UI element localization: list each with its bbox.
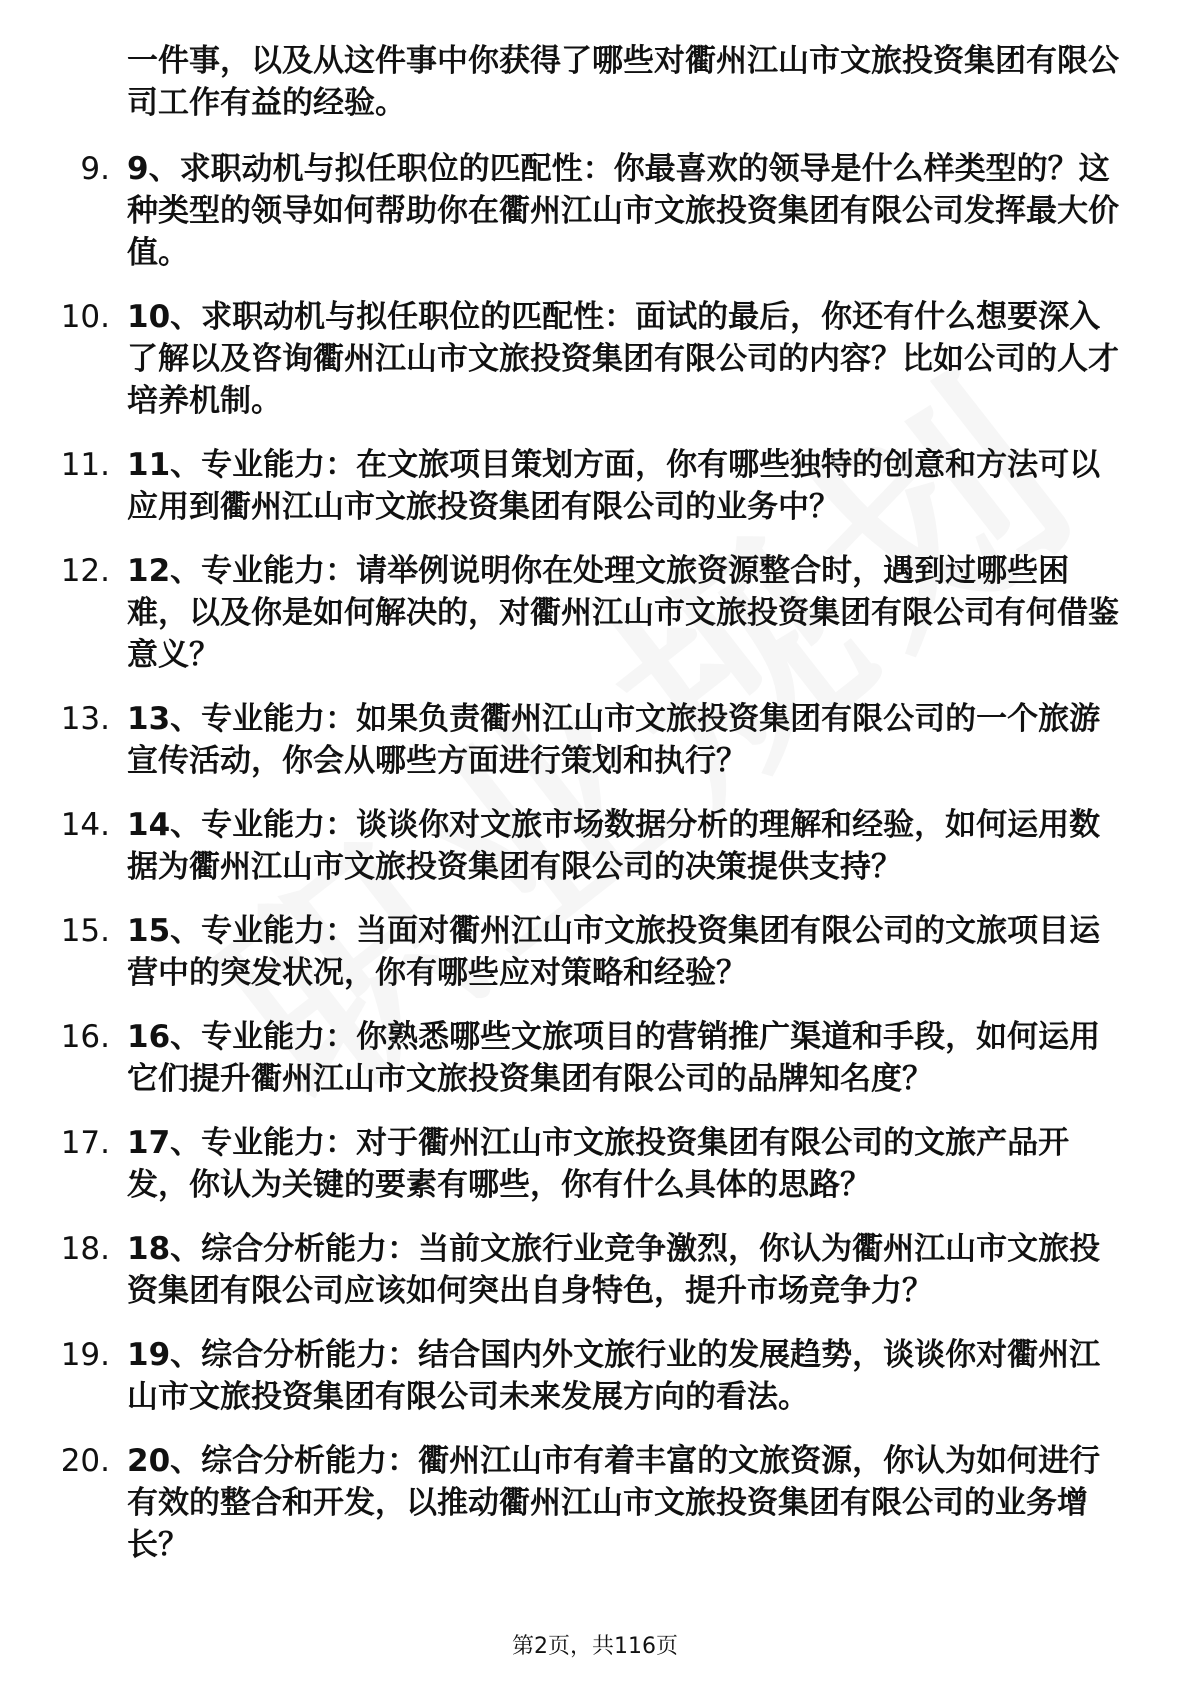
question-number: 10. — [60, 299, 110, 335]
question-item — [0, 296, 1190, 422]
question-item — [0, 1228, 1190, 1312]
question-item — [0, 1122, 1190, 1206]
question-text: 15、专业能力：当面对衢州江山市文旅投资集团有限公司的文旅项目运营中的突发状况，你有哪些应对策略和经验？ — [127, 913, 1101, 991]
continuation-paragraph: 一件事，以及从这件事中你获得了哪些对衢州江山市文旅投资集团有限公司工作有益的经验。 — [127, 43, 1119, 121]
question-item — [0, 804, 1190, 888]
question-text: 20、综合分析能力：衢州江山市有着丰富的文旅资源，你认为如何进行有效的整合和开发，以推动衢州江山市文旅投资集团有限公司的业务增长？ — [127, 1443, 1101, 1563]
question-number: 18. — [60, 1231, 110, 1267]
question-number: 11. — [60, 447, 110, 483]
question-text: 18、综合分析能力：当前文旅行业竞争激烈，你认为衢州江山市文旅投资集团有限公司应该如何突出自身特色，提升市场竞争力？ — [127, 1231, 1101, 1309]
question-item — [0, 550, 1190, 676]
question-text: 10、求职动机与拟任职位的匹配性：面试的最后，你还有什么想要深入了解以及咨询衢州江山市文旅投资集团有限公司的内容？比如公司的人才培养机制。 — [127, 299, 1119, 419]
question-text: 9、求职动机与拟任职位的匹配性：你最喜欢的领导是什么样类型的？这种类型的领导如何帮助你在衢州江山市文旅投资集团有限公司发挥最大价值。 — [127, 151, 1119, 271]
question-item — [0, 1334, 1190, 1418]
question-text: 14、专业能力：谈谈你对文旅市场数据分析的理解和经验，如何运用数据为衢州江山市文旅投资集团有限公司的决策提供支持？ — [127, 807, 1101, 885]
question-text: 16、专业能力：你熟悉哪些文旅项目的营销推广渠道和手段，如何运用它们提升衢州江山市文旅投资集团有限公司的品牌知名度？ — [127, 1019, 1101, 1097]
question-number: 9. — [80, 151, 110, 187]
question-number: 13. — [60, 701, 110, 737]
question-item — [0, 1016, 1190, 1100]
question-item — [0, 444, 1190, 528]
question-text: 12、专业能力：请举例说明你在处理文旅资源整合时，遇到过哪些困难，以及你是如何解决的，对衢州江山市文旅投资集团有限公司有何借鉴意义？ — [127, 553, 1119, 673]
question-number: 20. — [60, 1443, 110, 1479]
question-text: 11、专业能力：在文旅项目策划方面，你有哪些独特的创意和方法可以应用到衢州江山市文旅投资集团有限公司的业务中？ — [127, 447, 1101, 525]
question-text: 13、专业能力：如果负责衢州江山市文旅投资集团有限公司的一个旅游宣传活动，你会从哪些方面进行策划和执行？ — [127, 701, 1101, 779]
question-number: 15. — [60, 913, 110, 949]
question-item — [0, 698, 1190, 782]
question-item — [0, 1440, 1190, 1566]
question-number: 14. — [60, 807, 110, 843]
question-number: 16. — [60, 1019, 110, 1055]
question-number: 17. — [60, 1125, 110, 1161]
question-number: 12. — [60, 553, 110, 589]
question-text: 19、综合分析能力：结合国内外文旅行业的发展趋势，谈谈你对衢州江山市文旅投资集团有限公司未来发展方向的看法。 — [127, 1337, 1101, 1415]
question-item — [0, 148, 1190, 274]
question-item — [0, 910, 1190, 994]
question-list — [0, 148, 1190, 1588]
question-text: 17、专业能力：对于衢州江山市文旅投资集团有限公司的文旅产品开发，你认为关键的要素有哪些，你有什么具体的思路？ — [127, 1125, 1070, 1203]
question-number: 19. — [60, 1337, 110, 1373]
page-footer: 第2页，共116页 — [512, 1634, 678, 1659]
